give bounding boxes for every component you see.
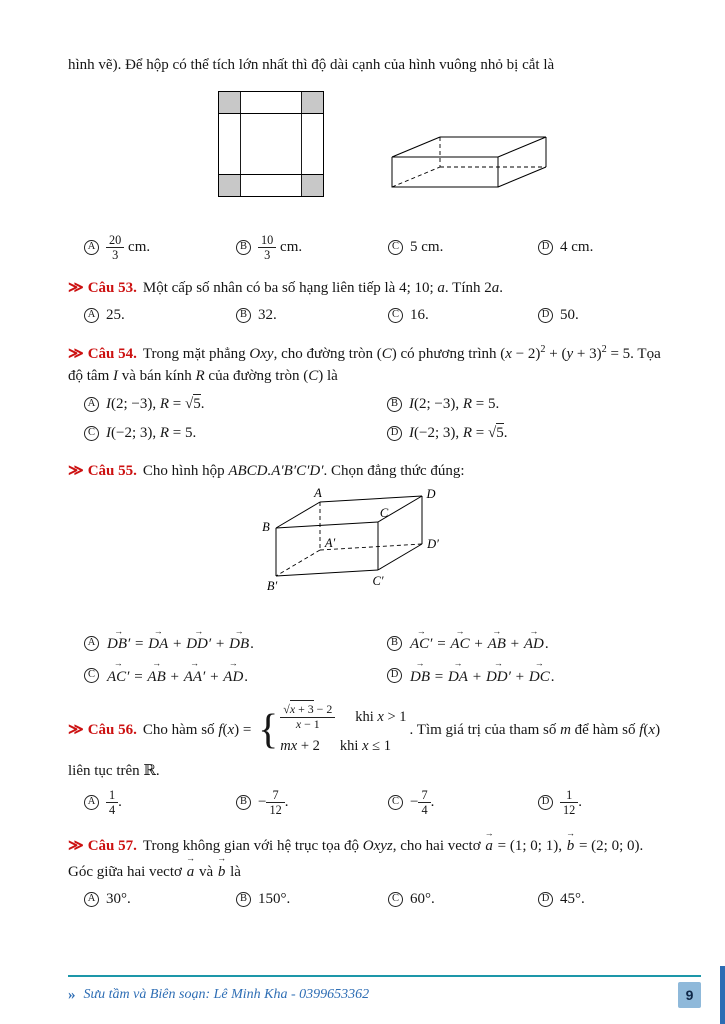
question-56-number: Câu 56.	[87, 721, 137, 738]
choice-badge-c: C	[388, 308, 403, 323]
gray-corner-top-left	[219, 91, 241, 113]
page-number-badge: 9	[678, 982, 701, 1008]
answer-option-b	[236, 304, 388, 327]
question-52-continuation-text: hình vẽ). Để hộp có thể tích lớn nhất thì độ dài cạnh của hình vuông nhỏ bị cắt là	[68, 57, 555, 73]
answer-text: − $\frac{7}{4}$ .	[410, 787, 435, 818]
answer-option-d	[387, 663, 669, 689]
gray-corner-bottom-right	[302, 174, 324, 196]
answer-option-a	[84, 630, 387, 656]
question-54-header	[68, 342, 669, 388]
answer-text: 25.	[106, 307, 125, 324]
choice-badge-d: D	[538, 795, 553, 810]
answer-option-d	[538, 233, 669, 262]
answer-option-d	[538, 788, 669, 817]
double-chevron-icon: ≫	[68, 462, 82, 479]
answer-option-c	[388, 304, 538, 327]
vertex-label-a: A	[313, 486, 322, 501]
answer-text: I(2; −3), R = 5.	[409, 395, 500, 412]
page-content	[68, 54, 669, 913]
choice-badge-b: B	[387, 397, 402, 412]
choice-badge-c: C	[388, 892, 403, 907]
choice-badge-a: A	[84, 636, 99, 651]
page-footer	[68, 975, 701, 1008]
choice-badge-a: A	[84, 397, 99, 412]
choice-badge-a: A	[84, 308, 99, 323]
answer-text: → AC′ = → AC + → AB + → AD.	[409, 630, 549, 656]
choice-badge-a: A	[84, 795, 99, 810]
question-54-number: Câu 54.	[87, 345, 137, 362]
question-54-text: Trong mặt phẳng Oxy, cho đường tròn (C) có phương trình $(x - 2)^2 + (y + 3)^2 = 5$. Tọa độ tâm I và bán kính R của đường tròn (C) là	[68, 343, 661, 385]
answer-option-d	[538, 888, 669, 911]
answer-text: I(2; −3), R = √5.	[106, 395, 205, 412]
answer-text: $\frac{10}{3}$ cm.	[258, 233, 302, 262]
vertex-label-c: C	[379, 506, 388, 521]
answer-text: 150°.	[258, 891, 291, 908]
vertex-label-a-prime: A′	[324, 536, 335, 551]
question-56-header	[68, 703, 669, 757]
answer-text: → DB = → DA + → DD′ + → DC.	[409, 663, 554, 689]
answer-text: I(−2; 3), R = 5.	[106, 425, 197, 442]
vertex-label-d-prime: D′	[426, 537, 439, 552]
answer-option-b	[387, 630, 669, 656]
open-box-figure	[386, 129, 554, 193]
answer-text: 45°.	[560, 891, 585, 908]
answer-option-b	[236, 233, 388, 262]
double-chevron-icon: ≫	[68, 279, 82, 296]
answer-option-a	[84, 788, 236, 817]
vertex-label-b-prime: B′	[266, 579, 277, 594]
answer-text: 5 cm.	[410, 238, 444, 255]
answer-option-c	[84, 663, 387, 689]
answer-option-d	[387, 422, 669, 445]
answer-text: 60°.	[410, 891, 435, 908]
answer-option-a	[84, 233, 236, 262]
answer-option-b	[236, 888, 388, 911]
question-56-text: Cho hàm số f(x) = { $\frac{√x + 3 - 2}{x - 1}$ khi x > 1 mx + 2 khi x ≤ 1 . Tìm giá trị của tham số m để hàm số f(x)	[142, 702, 661, 754]
question-52-figures	[218, 91, 669, 197]
choice-badge-b: B	[236, 892, 251, 907]
choice-badge-b: B	[387, 636, 402, 651]
parallelepiped-figure	[254, 486, 484, 598]
answer-text: 4 cm.	[560, 238, 594, 255]
question-56-continuation: liên tục trên ℝ.	[68, 763, 160, 780]
question-55-answers	[84, 630, 669, 688]
choice-badge-b: B	[236, 240, 251, 255]
choice-badge-d: D	[538, 308, 553, 323]
gray-corner-bottom-left	[219, 174, 241, 196]
answer-text: − $\frac{7}{12}$ .	[258, 787, 289, 818]
question-57-header	[68, 832, 669, 883]
question-56-answers	[84, 788, 669, 817]
gray-corner-top-right	[302, 91, 324, 113]
choice-badge-d: D	[538, 892, 553, 907]
answer-text: I(−2; 3), R = √5.	[409, 425, 508, 442]
choice-badge-c: C	[388, 795, 403, 810]
double-chevron-right-icon: »	[68, 986, 76, 1003]
question-55-figure-wrap	[68, 486, 669, 598]
answer-option-c	[388, 788, 538, 817]
answer-option-d	[538, 304, 669, 327]
vertex-label-d: D	[425, 487, 436, 502]
choice-badge-a: A	[84, 240, 99, 255]
answer-option-c	[388, 233, 538, 262]
double-chevron-icon: ≫	[68, 721, 82, 738]
answer-text: 16.	[410, 307, 429, 324]
footer-divider	[68, 975, 701, 977]
answer-option-c	[388, 888, 538, 911]
question-57-text: Trong không gian với hệ trục tọa độ Oxyz, cho hai vectơ → a = (1; 0; 1), → b = (2; 0; 0). Góc giữa hai vectơ → a và → b là	[68, 838, 643, 880]
choice-badge-b: B	[236, 308, 251, 323]
answer-option-b	[387, 393, 669, 416]
answer-text: $\frac{1}{12}$ .	[560, 788, 582, 817]
choice-badge-d: D	[387, 426, 402, 441]
choice-badge-d: D	[387, 668, 402, 683]
answer-option-a	[84, 888, 236, 911]
question-54-answers	[84, 393, 669, 445]
choice-badge-d: D	[538, 240, 553, 255]
question-53-header	[68, 277, 669, 300]
answer-option-b	[236, 788, 388, 817]
choice-badge-c: C	[84, 426, 99, 441]
question-53-text: Một cấp số nhân có ba số hạng liên tiếp là 4; 10; a. Tính 2a.	[142, 279, 503, 296]
choice-badge-b: B	[236, 795, 251, 810]
double-chevron-icon: ≫	[68, 838, 82, 855]
question-57-answers	[84, 888, 669, 911]
answer-text: → DB′ = → DA + → DD′ + → DB.	[106, 630, 254, 656]
vertex-label-c-prime: C′	[371, 574, 384, 589]
question-55-number: Câu 55.	[87, 462, 137, 479]
choice-badge-a: A	[84, 892, 99, 907]
answer-option-a	[84, 304, 236, 327]
choice-badge-c: C	[84, 668, 99, 683]
question-55-header	[68, 460, 669, 483]
vertex-label-b: B	[261, 520, 270, 535]
square-grid-figure	[218, 91, 324, 197]
question-53-number: Câu 53.	[87, 279, 137, 296]
double-chevron-icon: ≫	[68, 345, 82, 362]
answer-option-a	[84, 393, 387, 416]
answer-text: 30°.	[106, 891, 131, 908]
answer-option-c	[84, 422, 387, 445]
choice-badge-c: C	[388, 240, 403, 255]
footer-credit: Sưu tầm và Biên soạn: Lê Minh Kha - 0399653362	[83, 987, 370, 1002]
answer-text: $\frac{1}{4}$ .	[106, 788, 122, 817]
answer-text: 32.	[258, 307, 277, 324]
question-55-text: Cho hình hộp ABCD.A′B′C′D′. Chọn đẳng thức đúng:	[142, 462, 465, 479]
question-57-number: Câu 57.	[87, 838, 137, 855]
right-edge-accent	[720, 966, 725, 1024]
answer-text: 50.	[560, 307, 579, 324]
question-53-answers	[84, 304, 669, 327]
answer-text: → AC′ = → AB + → AA′ + → AD.	[106, 663, 248, 689]
question-52-answers	[84, 233, 669, 262]
answer-text: $\frac{20}{3}$ cm.	[106, 233, 150, 262]
